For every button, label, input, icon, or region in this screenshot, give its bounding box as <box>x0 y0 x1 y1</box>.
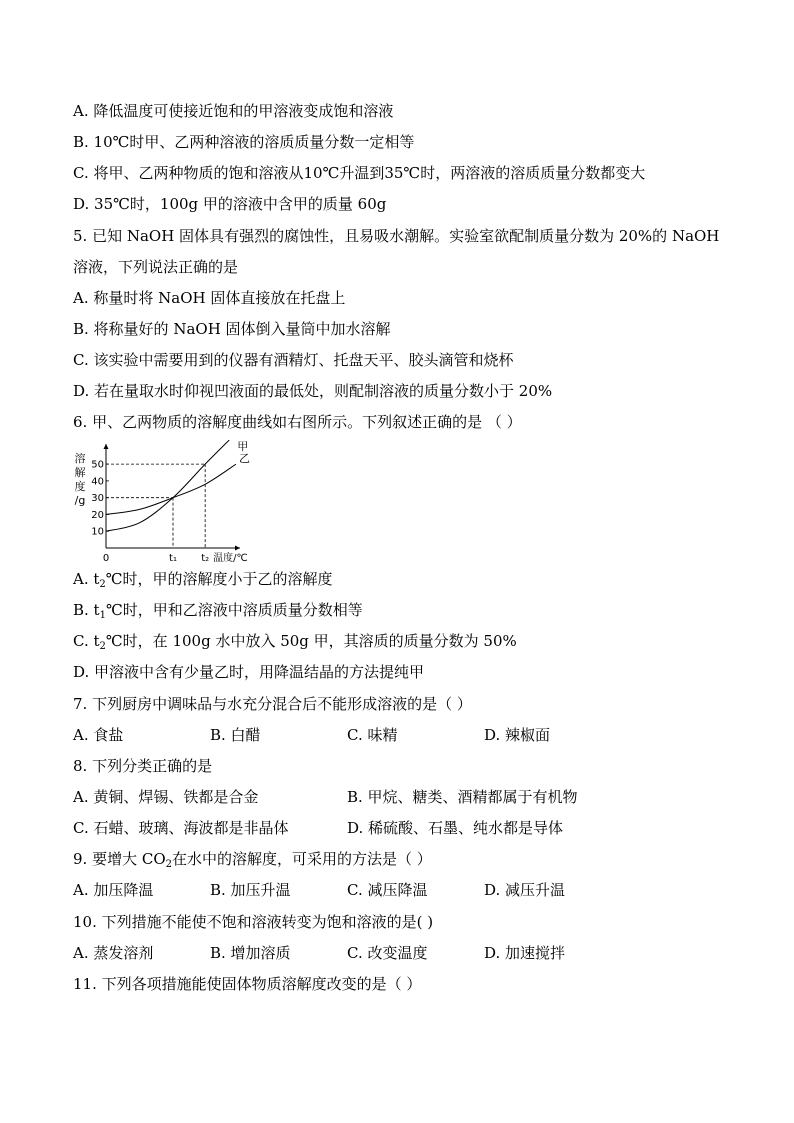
q6-option-b: B. $t_1℃$时，甲和乙溶液中溶质质量分数相等 <box>73 601 363 621</box>
series-label-jia: 甲 <box>237 440 249 453</box>
curve-jia <box>106 440 229 531</box>
q8-stem: 8. 下列分类正确的是 <box>73 757 213 775</box>
q6-option-d: D. 甲溶液中含有少量乙时，用降温结晶的方法提纯甲 <box>73 663 425 681</box>
q4-option-b: B. 10℃时甲、乙两种溶液的溶质质量分数一定相等 <box>73 133 415 151</box>
q10-option-a: A. 蒸发溶剂 <box>73 944 154 962</box>
q7-option-b: B. 白醋 <box>210 726 261 744</box>
y-tick-label: 30 <box>91 493 104 505</box>
x-axis-label: 温度/℃ <box>213 553 248 562</box>
q5-option-c: C. 该实验中需要用到的仪器有酒精灯、托盘天平、胶头滴管和烧杯 <box>73 351 514 369</box>
q5-option-d: D. 若在量取水时仰视凹液面的最低处，则配制溶液的质量分数小于 20% <box>73 382 553 400</box>
q8-option-d: D. 稀硫酸、石墨、纯水都是导体 <box>347 819 564 837</box>
chart-labels <box>75 440 250 562</box>
q8-option-c: C. 石蜡、玻璃、海波都是非晶体 <box>73 819 289 837</box>
y-axis-label-char: 溶 <box>74 452 86 465</box>
y-axis-label-char: 解 <box>74 466 86 479</box>
q5-stem-line1: 5. 已知 NaOH 固体具有强烈的腐蚀性，且易吸水潮解。实验室欲配制质量分数为 20%的 NaOH <box>73 227 720 245</box>
y-axis-label-char: /g <box>74 494 86 507</box>
y-tick-label: 20 <box>91 509 104 521</box>
q4-option-c: C. 将甲、乙两种物质的饱和溶液从10℃升温到35℃时，两溶液的溶质质量分数都变大 <box>73 164 646 182</box>
q7-option-d: D. 辣椒面 <box>484 726 551 744</box>
q11-stem: 11. 下列各项措施能使固体物质溶解度改变的是（ ） <box>73 975 422 993</box>
q9-option-d: D. 减压升温 <box>484 881 566 899</box>
y-axis-arrow <box>104 444 109 449</box>
q9-option-c: C. 减压降温 <box>347 881 428 899</box>
q5-stem-line2: 溶液，下列说法正确的是 <box>73 258 239 276</box>
origin-label: 0 <box>102 553 110 562</box>
q5-option-a: A. 称量时将 NaOH 固体直接放在托盘上 <box>73 289 346 307</box>
q8-option-b: B. 甲烷、糖类、酒精都属于有机物 <box>347 788 578 806</box>
q10-stem: 10. 下列措施不能使不饱和溶液转变为饱和溶液的是( ) <box>73 913 434 931</box>
q7-option-a: A. 食盐 <box>73 726 124 744</box>
q4-option-d: D. 35℃时，100g 甲的溶液中含甲的质量 60g <box>73 195 387 213</box>
solubility-chart <box>70 440 250 562</box>
chart-curves <box>106 440 236 531</box>
y-tick-label: 50 <box>91 459 104 471</box>
series-label-yi: 乙 <box>238 452 250 466</box>
q6-option-a: A. $t_2℃$时，甲的溶解度小于乙的溶解度 <box>73 570 333 590</box>
curve-yi <box>106 464 236 514</box>
q10-option-d: D. 加速搅拌 <box>484 944 566 962</box>
q4-option-a: A. 降低温度可使接近饱和的甲溶液变成饱和溶液 <box>73 102 394 120</box>
q10-option-c: C. 改变温度 <box>347 944 428 962</box>
chart-axes <box>104 444 241 551</box>
q6-stem: 6. 甲、乙两物质的溶解度曲线如右图所示。下列叙述正确的是 （ ） <box>73 413 522 431</box>
y-tick-label: 40 <box>91 476 104 488</box>
x-axis-arrow <box>235 546 240 551</box>
q7-stem: 7. 下列厨房中调味品与水充分混合后不能形成溶液的是（ ） <box>73 695 472 713</box>
q9-stem: 9. 要增大 $CO_2$在水中的溶解度，可采用的方法是（ ） <box>73 850 432 870</box>
q8-option-a: A. 黄铜、焊锡、铁都是合金 <box>73 788 259 806</box>
q9-option-b: B. 加压升温 <box>210 881 291 899</box>
q5-option-b: B. 将称量好的 NaOH 固体倒入量筒中加水溶解 <box>73 320 391 338</box>
y-axis-label-char: 度 <box>74 480 86 493</box>
x-tick-label-t2: t₂ <box>201 553 210 562</box>
q6-option-c: C. $t_2℃$时，在 100g 水中放入 50g 甲，其溶质的质量分数为 50% <box>73 632 517 652</box>
q9-option-a: A. 加压降温 <box>73 881 154 899</box>
y-tick-label: 10 <box>91 526 104 538</box>
chart-guides <box>106 464 205 548</box>
x-tick-label-t1: t₁ <box>169 553 177 562</box>
q10-option-b: B. 增加溶质 <box>210 944 291 962</box>
q7-option-c: C. 味精 <box>347 726 398 744</box>
